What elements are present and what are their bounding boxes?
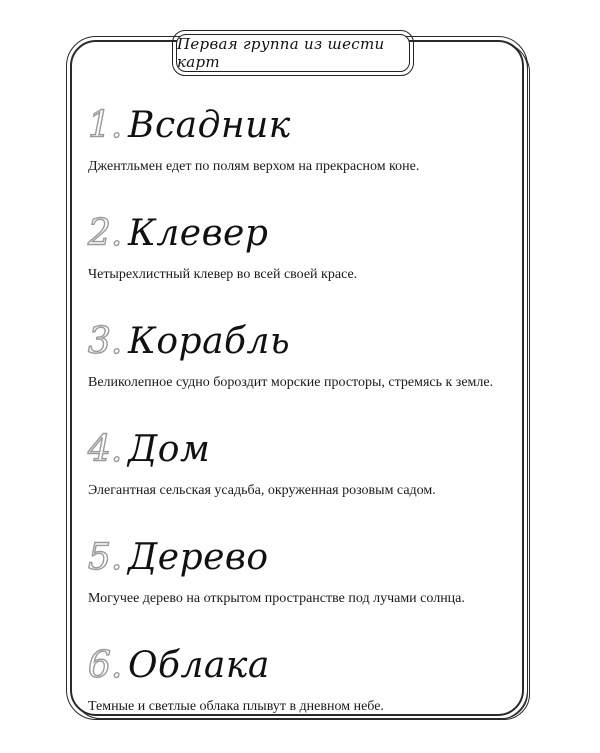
entry-title: Всадник <box>128 105 291 146</box>
entries-list <box>88 105 508 753</box>
entry-title: Клевер <box>128 213 269 254</box>
entry-title: Дом <box>128 429 211 470</box>
header-tab <box>176 34 410 72</box>
entry-title: Корабль <box>128 321 291 362</box>
entry-number: 4. <box>88 429 123 470</box>
header-title: Первая группа из шести карт <box>177 35 385 71</box>
list-item <box>88 105 508 213</box>
entry-number: 5. <box>88 537 123 578</box>
entry-number: 1. <box>88 105 123 146</box>
list-item <box>88 321 508 429</box>
entry-description: Четырехлистный клевер во всей своей красе. <box>88 267 358 282</box>
entry-description: Элегантная сельская усадьба, окруженная розовым садом. <box>88 483 436 498</box>
entry-description: Великолепное судно бороздит морские просторы, стремясь к земле. <box>88 375 494 390</box>
list-item <box>88 429 508 537</box>
list-item <box>88 645 508 753</box>
entry-number: 2. <box>88 213 123 254</box>
entry-description: Джентльмен едет по полям верхом на прекрасном коне. <box>88 159 420 174</box>
entry-title: Облака <box>128 645 270 686</box>
entry-description: Темные и светлые облака плывут в дневном небе. <box>88 699 384 714</box>
list-item <box>88 537 508 645</box>
entry-number: 6. <box>88 645 123 686</box>
list-item <box>88 213 508 321</box>
entry-number: 3. <box>88 321 123 362</box>
entry-title: Дерево <box>128 537 269 578</box>
entry-description: Могучее дерево на открытом пространстве под лучами солнца. <box>88 591 465 606</box>
